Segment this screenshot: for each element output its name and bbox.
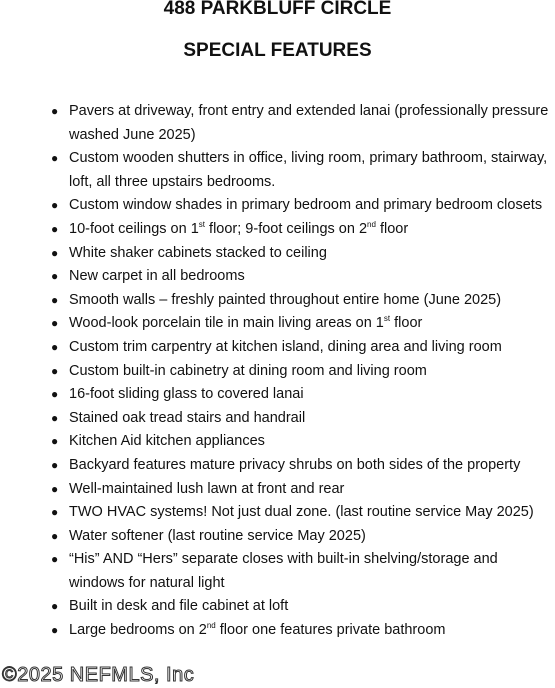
bullet-icon: ● [51, 481, 59, 496]
copyright-watermark: ©2025 NEFMLS, Inc [2, 664, 195, 686]
list-item: ● Custom window shades in primary bedroom and primary bedroom closets [0, 194, 555, 218]
bullet-icon: ● [51, 339, 59, 354]
list-item: ● Backyard features mature privacy shrubs on both sides of the property [0, 454, 555, 478]
bullet-icon: ● [51, 363, 59, 378]
bullet-icon: ● [51, 104, 59, 118]
list-item: ● 10-foot ceilings on 1st floor; 9-foot ceilings on 2nd floor [0, 218, 555, 242]
bullet-icon: ● [51, 221, 59, 236]
list-item: ● Pavers at driveway, front entry and extended lanai (professionally pressure washed June 2025) [0, 100, 555, 147]
list-item: ● Well-maintained lush lawn at front and rear [0, 478, 555, 502]
bullet-icon: ● [51, 434, 59, 449]
bullet-icon: ● [51, 269, 59, 284]
list-item: ● Water softener (last routine service May 2025) [0, 525, 555, 549]
bullet-icon: ● [51, 151, 59, 166]
bullet-icon: ● [51, 198, 59, 213]
bullet-icon: ● [51, 528, 59, 543]
bullet-icon: ● [51, 505, 59, 520]
list-item: ● Custom wooden shutters in office, living room, primary bathroom, stairway, loft, all three upstairs bedrooms. [0, 147, 555, 194]
list-item: ● Custom trim carpentry at kitchen island, dining area and living room [0, 336, 555, 360]
list-item: ● Wood-look porcelain tile in main living areas on 1st floor [0, 312, 555, 336]
list-item: ● TWO HVAC systems! Not just dual zone. (last routine service May 2025) [0, 501, 555, 525]
list-item: ● 16-foot sliding glass to covered lanai [0, 383, 555, 407]
list-item: ● “His” AND “Hers” separate closes with built-in shelving/storage and windows for natural light [0, 548, 555, 595]
list-item: ● White shaker cabinets stacked to ceiling [0, 242, 555, 266]
list-item: ● Stained oak tread stairs and handrail [0, 407, 555, 431]
bullet-icon: ● [51, 457, 59, 472]
bullet-icon: ● [51, 623, 59, 638]
list-item: ● Large bedrooms on 2nd floor one features private bathroom [0, 619, 555, 643]
list-item: ● Kitchen Aid kitchen appliances [0, 430, 555, 454]
bullet-icon: ● [51, 599, 59, 614]
list-item: ● Custom built-in cabinetry at dining room and living room [0, 360, 555, 384]
bullet-icon: ● [51, 410, 59, 425]
bullet-icon: ● [51, 245, 59, 260]
list-item: ● Built in desk and file cabinet at loft [0, 595, 555, 619]
bullet-icon: ● [51, 552, 59, 567]
special-features-heading: SPECIAL FEATURES [183, 40, 372, 61]
bullet-icon: ● [51, 292, 59, 307]
features-list [0, 100, 555, 643]
list-item: ● Smooth walls – freshly painted throughout entire home (June 2025) [0, 289, 555, 313]
bullet-icon: ● [51, 387, 59, 402]
address-heading: 488 PARKBLUFF CIRCLE [163, 0, 392, 19]
bullet-icon: ● [51, 316, 59, 331]
list-item: ● New carpet in all bedrooms [0, 265, 555, 289]
